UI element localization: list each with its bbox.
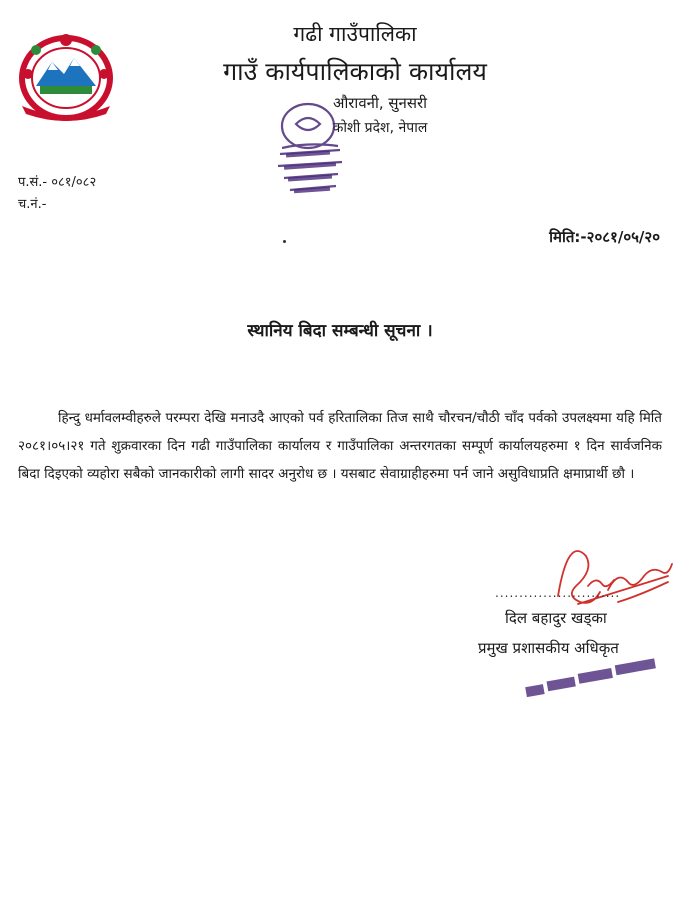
designation-stamp bbox=[515, 655, 675, 705]
reference-number: प.सं.- ०८१/०८२ bbox=[18, 175, 97, 190]
notice-body: हिन्दु धर्मावलम्वीहरुले परम्परा देखि मनाउदै आएको पर्व हरितालिका तिज साथै चौरचन/चौठी चाँद पर्वको उपलक्ष्यमा यहि मिति २०८१।०५।२१ गते शुक्रवारका दिन गढी गाउँपालिका कार्यालय र गाउँपालिका अन्तरगतका सम्पूर्ण कार्यालयहरुमा १ दिन सार्वजनिक बिदा दिइएको व्यहोरा सबैको जानकारीको लागी सादर अनुरोध छ । यसबाट सेवाग्राहीहरुमा पर्न जाने असुविधाप्रति क्षमाप्रार्थी छौ । bbox=[18, 410, 662, 482]
signature-line: .......................... bbox=[495, 586, 621, 600]
notice-subject: स्थानिय बिदा सम्बन्धी सूचना । bbox=[247, 321, 433, 341]
office-province: कोशी प्रदेश, नेपाल bbox=[332, 120, 428, 136]
signatory-title: प्रमुख प्रशासकीय अधिकृत bbox=[478, 639, 619, 657]
office-location: औरावनी, सुनसरी bbox=[332, 94, 428, 112]
notice-date: मिति:-२०८१/०५/२० bbox=[549, 228, 660, 246]
signatory-name: दिल बहादुर खड्का bbox=[505, 609, 607, 627]
municipality-name: गढी गाउँपालिका bbox=[293, 22, 417, 46]
dispatch-number: च.नं.- bbox=[18, 197, 47, 212]
ink-dot bbox=[283, 240, 286, 243]
office-seal-stamp bbox=[250, 92, 370, 204]
office-name: गाउँ कार्यपालिकाको कार्यालय bbox=[223, 57, 487, 86]
